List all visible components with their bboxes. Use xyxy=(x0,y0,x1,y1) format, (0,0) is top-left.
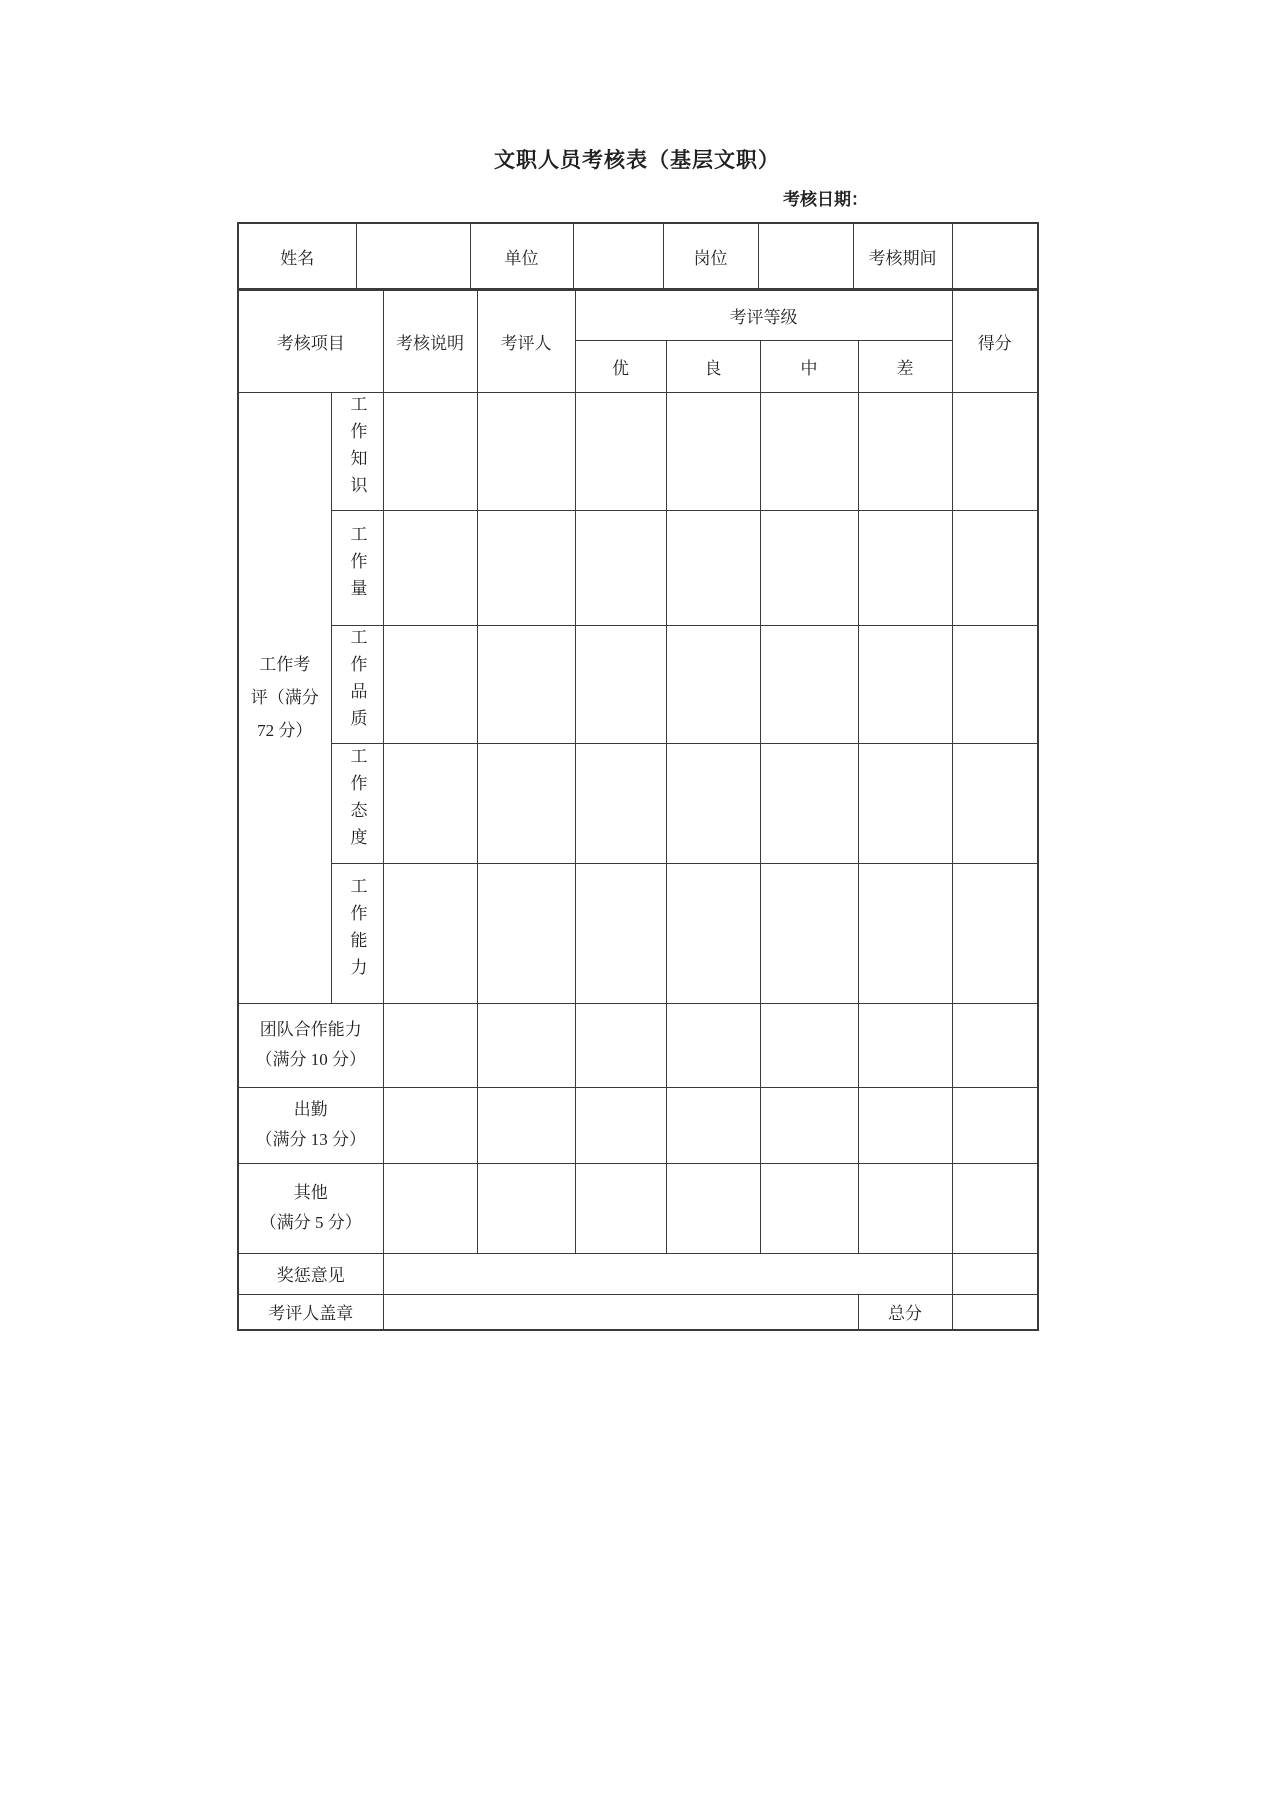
rater-cell xyxy=(477,392,575,510)
grade-poor-cell xyxy=(858,863,952,1003)
assessment-table xyxy=(237,289,1039,1331)
work-eval-label-line: 工作考 xyxy=(259,655,311,674)
grade-medium-cell xyxy=(760,510,858,625)
reward-opinion-label: 奖惩意见 xyxy=(238,1253,383,1294)
grade-medium-cell xyxy=(760,863,858,1003)
period-label: 考核期间 xyxy=(853,223,952,289)
grade-good-cell xyxy=(666,863,760,1003)
grade-good-cell xyxy=(666,510,760,625)
unit-label: 单位 xyxy=(470,223,573,289)
score-cell xyxy=(952,1163,1038,1253)
work-item-label-ability xyxy=(331,863,383,1003)
grade-poor-cell xyxy=(858,392,952,510)
grade-excellent-cell xyxy=(575,863,666,1003)
rater-stamp-value-cell xyxy=(383,1294,858,1330)
rater-column-header: 考评人 xyxy=(477,290,575,392)
teamwork-label xyxy=(238,1003,383,1087)
grade-group-header: 考评等级 xyxy=(575,290,952,340)
grade-excellent-cell xyxy=(575,743,666,863)
grade-good-cell xyxy=(666,1087,760,1163)
attendance-row xyxy=(238,1087,1038,1163)
info-row xyxy=(238,223,1038,289)
work-item-label-quantity xyxy=(331,510,383,625)
teamwork-row xyxy=(238,1003,1038,1087)
other-row xyxy=(238,1163,1038,1253)
work-item-label-knowledge xyxy=(331,392,383,510)
grade-poor-cell xyxy=(858,510,952,625)
work-item-label-quality xyxy=(331,625,383,743)
work-eval-label-line: 72 分） xyxy=(257,721,313,740)
grade-header-excellent: 优 xyxy=(575,340,666,392)
score-cell xyxy=(952,1003,1038,1087)
work-item-row xyxy=(238,863,1038,1003)
work-item-label-attitude xyxy=(331,743,383,863)
grade-excellent-cell xyxy=(575,1163,666,1253)
total-score-value-cell xyxy=(952,1294,1038,1330)
label-line: 其他 xyxy=(293,1183,328,1202)
grade-poor-cell xyxy=(858,1163,952,1253)
grade-excellent-cell xyxy=(575,392,666,510)
grade-good-cell xyxy=(666,743,760,863)
rater-cell xyxy=(477,510,575,625)
grade-good-cell xyxy=(666,1163,760,1253)
desc-cell xyxy=(383,392,477,510)
name-label: 姓名 xyxy=(238,223,356,289)
desc-cell xyxy=(383,1163,477,1253)
header-row-top xyxy=(238,290,1038,340)
name-value-cell xyxy=(356,223,470,289)
grade-poor-cell xyxy=(858,1087,952,1163)
rater-cell xyxy=(477,863,575,1003)
rater-cell xyxy=(477,1003,575,1087)
desc-cell xyxy=(383,1087,477,1163)
work-item-row xyxy=(238,392,1038,510)
grade-header-medium: 中 xyxy=(760,340,858,392)
post-value-cell xyxy=(758,223,853,289)
score-cell xyxy=(952,743,1038,863)
rater-cell xyxy=(477,625,575,743)
label-line: （满分 5 分） xyxy=(259,1213,362,1232)
reward-opinion-row xyxy=(238,1253,1038,1294)
work-item-row xyxy=(238,510,1038,625)
reward-opinion-value-cell xyxy=(383,1253,952,1294)
grade-excellent-cell xyxy=(575,510,666,625)
total-score-label: 总分 xyxy=(858,1294,952,1330)
label-line: 出勤 xyxy=(293,1100,328,1119)
grade-medium-cell xyxy=(760,625,858,743)
work-eval-label-line: 评（满分 xyxy=(250,688,319,707)
desc-cell xyxy=(383,1003,477,1087)
vertical-label: 工作知识 xyxy=(347,394,367,503)
rater-cell xyxy=(477,1087,575,1163)
score-cell xyxy=(952,510,1038,625)
post-label: 岗位 xyxy=(663,223,758,289)
desc-cell xyxy=(383,863,477,1003)
other-label xyxy=(238,1163,383,1253)
rater-cell xyxy=(477,1163,575,1253)
grade-medium-cell xyxy=(760,1087,858,1163)
score-cell xyxy=(952,1087,1038,1163)
item-column-header: 考核项目 xyxy=(238,290,383,392)
vertical-label: 工作量 xyxy=(347,524,367,606)
grade-medium-cell xyxy=(760,392,858,510)
grade-excellent-cell xyxy=(575,1003,666,1087)
score-cell xyxy=(952,863,1038,1003)
assessment-date-label: 考核日期： xyxy=(783,190,868,209)
rater-cell xyxy=(477,743,575,863)
grade-medium-cell xyxy=(760,743,858,863)
grade-medium-cell xyxy=(760,1003,858,1087)
work-item-row xyxy=(238,743,1038,863)
stamp-row xyxy=(238,1294,1038,1330)
rater-stamp-label: 考评人盖章 xyxy=(238,1294,383,1330)
grade-header-poor: 差 xyxy=(858,340,952,392)
vertical-label: 工作态度 xyxy=(347,746,367,855)
attendance-label xyxy=(238,1087,383,1163)
score-column-header: 得分 xyxy=(952,290,1038,392)
grade-poor-cell xyxy=(858,1003,952,1087)
description-column-header: 考核说明 xyxy=(383,290,477,392)
grade-good-cell xyxy=(666,392,760,510)
grade-poor-cell xyxy=(858,625,952,743)
desc-cell xyxy=(383,625,477,743)
grade-excellent-cell xyxy=(575,625,666,743)
desc-cell xyxy=(383,510,477,625)
desc-cell xyxy=(383,743,477,863)
label-line: （满分 10 分） xyxy=(255,1050,366,1069)
info-table xyxy=(237,222,1039,290)
grade-excellent-cell xyxy=(575,1087,666,1163)
page-title: 文职人员考核表（基层文职） xyxy=(494,149,780,172)
score-cell xyxy=(952,392,1038,510)
unit-value-cell xyxy=(573,223,663,289)
vertical-label: 工作能力 xyxy=(347,876,367,985)
grade-good-cell xyxy=(666,1003,760,1087)
work-item-row xyxy=(238,625,1038,743)
work-eval-section-label xyxy=(238,392,331,1003)
grade-medium-cell xyxy=(760,1163,858,1253)
score-cell xyxy=(952,625,1038,743)
score-cell xyxy=(952,1253,1038,1294)
grade-poor-cell xyxy=(858,743,952,863)
grade-good-cell xyxy=(666,625,760,743)
label-line: 团队合作能力 xyxy=(259,1020,362,1039)
label-line: （满分 13 分） xyxy=(255,1130,366,1149)
grade-header-good: 良 xyxy=(666,340,760,392)
period-value-cell xyxy=(952,223,1038,289)
vertical-label: 工作品质 xyxy=(347,627,367,736)
